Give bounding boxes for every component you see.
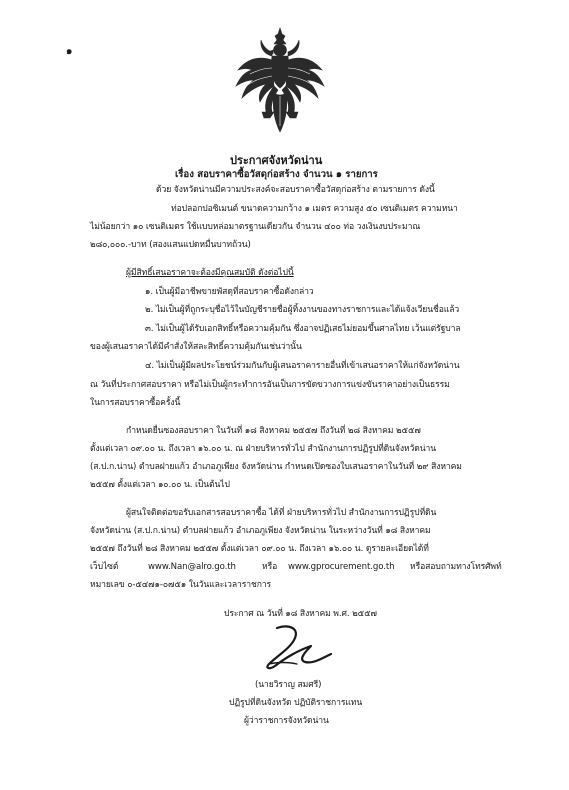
website-or: หรือ (262, 562, 278, 572)
qualification-4-cont2: ในการสอบราคาซื้อครั้งนี้ (90, 398, 181, 408)
garuda-emblem (230, 26, 330, 136)
body-p1-line1: ด้วย จังหวัดน่านมีความประสงค์จะสอบราคาซื้อวัสดุก่อสร้าง ตามรายการ ดังนี้ (156, 185, 435, 195)
body-p1-line3: ไม่น้อยกว่า ๑๐ เซนติเมตร ใช้แบบหล่อมาตรฐานเดียวกัน จำนวน ๔๐๐ ท่อ วงเงินงบประมาณ (90, 222, 421, 232)
handwritten-signature (255, 622, 335, 674)
body-p1-line4: ๒๘๐,๐๐๐.-บาท (สองแสนแปดหมื่นบาทถ้วน) (90, 240, 251, 250)
document-subject: เรื่อง สอบราคาซื้อวัสดุก่อสร้าง จำนวน ๑ รายการ (175, 169, 378, 180)
submission-line4: ๒๕๕๗ ตั้งแต่เวลา ๑๐.๐๐ น. เป็นต้นไป (90, 480, 230, 490)
qualification-3: ๓. ไม่เป็นผู้ได้รับเอกสิทธิ์หรือความคุ้มกัน ซึ่งอาจปฏิเสธไม่ยอมขึ้นศาลไทย เว้นแต่รัฐบาล (145, 324, 461, 334)
phone-number-line: หมายเลข ๐-๕๔๗๑-๐๗๕๑ ในวันและเวลาราชการ (90, 580, 272, 590)
signatory-position-1: ปฏิรูปที่ดินจังหวัด ปฏิบัติราชการแทน (229, 698, 363, 708)
website-link-gprocurement[interactable]: www.gprocurement.go.th (288, 562, 395, 572)
qualifications-heading: ผู้มีสิทธิ์เสนอราคาจะต้องมีคุณสมบัติ ดังต่อไปนี้ (126, 268, 294, 278)
qualification-4-cont1: ณ วันที่ประกาศสอบราคา หรือไม่เป็นผู้กระทำการอันเป็นการขัดขวางการแข่งขันราคาอย่างเป็นธรรม (90, 380, 450, 390)
submission-line1: กำหนดยื่นซองสอบราคา ในวันที่ ๑๘ สิงหาคม ๒๕๕๗ ถึงวันที่ ๒๘ สิงหาคม ๒๕๕๗ (126, 426, 421, 436)
documents-line1: ผู้สนใจติดต่อขอรับเอกสารสอบราคาซื้อ ได้ที่ ฝ่ายบริหารทั่วไป สำนักงานการปฏิรูปที่ดิน (126, 508, 437, 518)
page-mark: ๑ (66, 46, 73, 57)
qualification-4: ๔. ไม่เป็นผู้มีผลประโยชน์ร่วมกันกับผู้เสนอราคารายอื่นที่เข้าเสนอราคาให้แก่จังหวัดน่าน (145, 361, 460, 371)
body-p1-line2: ท่อปลอกปอซิเมนต์ ขนาดความกว้าง ๑ เมตร ความสูง ๕๐ เซนติเมตร ความหนา (171, 204, 458, 214)
documents-line2: จังหวัดน่าน (ส.ป.ก.น่าน) ตำบลฝายแก้ว อำเภอภูเพียง จังหวัดน่าน ในระหว่างวันที่ ๑๘ สิงหาคม (90, 526, 431, 536)
qualification-3-cont: ของผู้เสนอราคาได้มีคำสั่งให้สละสิทธิ์ความคุ้มกันเช่นว่านั้น (90, 342, 302, 352)
website-label: เว็บไซต์ (90, 562, 119, 572)
signatory-position-2: ผู้ว่าราชการจังหวัดน่าน (244, 716, 329, 726)
qualification-1: ๑. เป็นผู้มีอาชีพขายพัสดุที่สอบราคาซื้อดังกล่าว (145, 287, 314, 297)
documents-line3: ๒๕๕๗ ถึงวันที่ ๒๘ สิงหาคม ๒๕๕๗ ตั้งแต่เวลา ๐๙.๐๐ น. ถึงเวลา ๑๖.๐๐ น. ดูรายละเอียดได้ที่ (90, 544, 429, 554)
announcement-date: ประกาศ ณ วันที่ ๑๘ สิงหาคม พ.ศ. ๒๕๕๗ (224, 609, 377, 619)
phone-inquiry-text: หรือสอบถามทางโทรศัพท์ (410, 562, 502, 572)
submission-line3: (ส.ป.ก.น่าน) ตำบลฝายแก้ว อำเภอภูเพียง จังหวัดน่าน กำหนดเปิดซองใบเสนอราคาในวันที่ ๒๙ สิงหาคม (90, 462, 462, 472)
signatory-name: (นายวิราญ สมศรี) (255, 680, 322, 690)
document-title: ประกาศจังหวัดน่าน (230, 154, 323, 167)
submission-line2: ตั้งแต่เวลา ๐๙.๐๐ น. ถึงเวลา ๑๖.๐๐ น. ณ ฝ่ายบริหารทั่วไป สำนักงานการปฏิรูปที่ดินจังหวัดน่าน (90, 444, 436, 454)
qualification-2: ๒. ไม่เป็นผู้ที่ถูกระบุชื่อไว้ในบัญชีรายชื่อผู้ทิ้งงานของทางราชการและได้แจ้งเวียนชื่อแล้ว (145, 305, 460, 315)
website-link-nan[interactable]: www.Nan@alro.go.th (148, 562, 236, 572)
